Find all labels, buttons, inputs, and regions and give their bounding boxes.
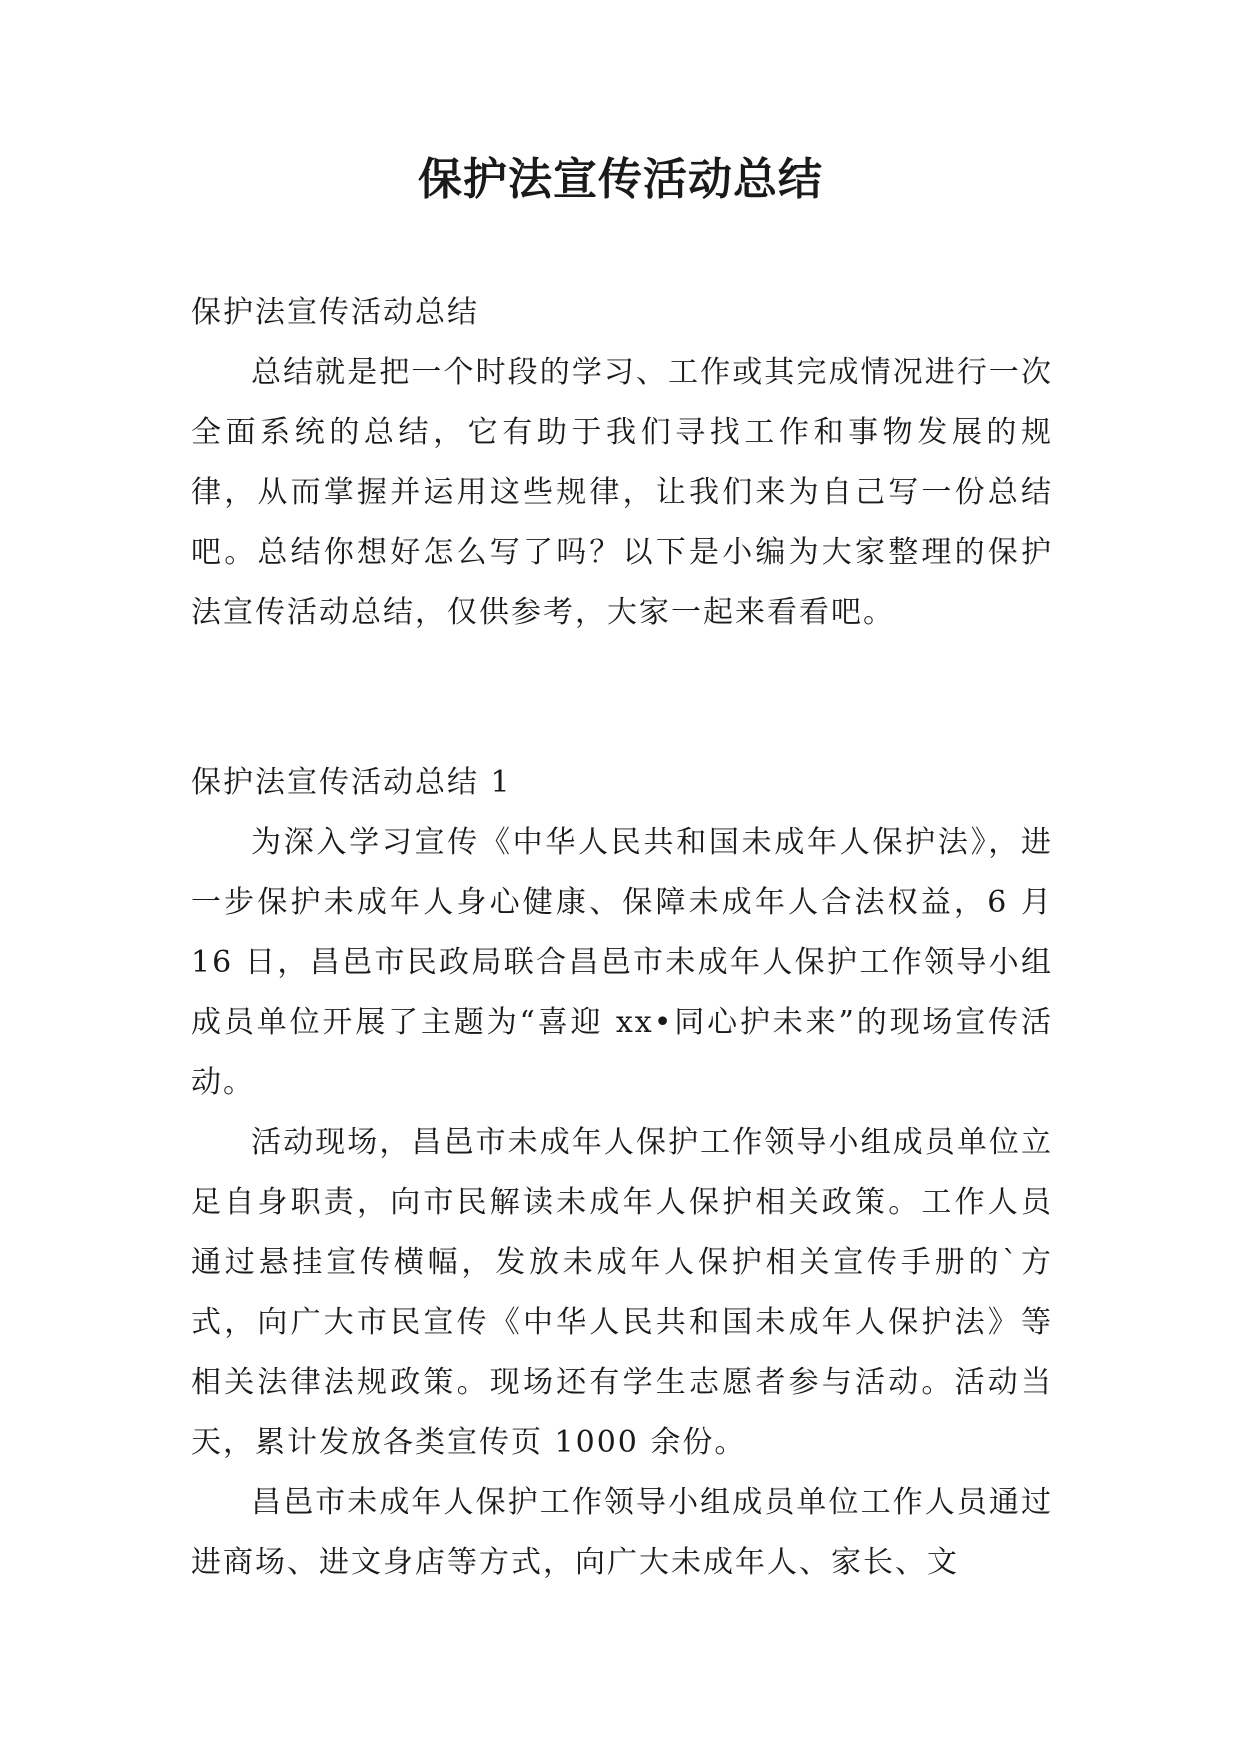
intro-paragraph: 总结就是把一个时段的学习、工作或其完成情况进行一次全面系统的总结，它有助于我们寻找工作和事物发展的规律，从而掌握并运用这些规律，让我们来为自己写一份总结吧。总结你想好怎么写了吗？以下是小编为大家整理的保护法宣传活动总结，仅供参考，大家一起来看看吧。 [191, 355, 1053, 630]
section-1-paragraph-1: 为深入学习宣传《中华人民共和国未成年人保护法》，进一步保护未成年人身心健康、保障未成年人合法权益，6 月 16 日，昌邑市民政局联合昌邑市未成年人保护工作领导小组成员单位开展了主题为“喜迎 xx•同心护未来”的现场宣传活动。 [191, 825, 1053, 1100]
document-title: 保护法宣传活动总结 [418, 154, 823, 205]
intro-heading: 保护法宣传活动总结 [191, 295, 479, 330]
section-1-paragraph-2: 活动现场，昌邑市未成年人保护工作领导小组成员单位立足自身职责，向市民解读未成年人保护相关政策。工作人员通过悬挂宣传横幅，发放未成年人保护相关宣传手册的`方式，向广大市民宣传《中华人民共和国未成年人保护法》等相关法律法规政策。现场还有学生志愿者参与活动。活动当天，累计发放各类宣传页 1000 余份。 [191, 1125, 1053, 1460]
section-1-heading: 保护法宣传活动总结 1 [191, 765, 512, 800]
section-1 [191, 753, 1053, 1593]
section-1-paragraph-3: 昌邑市未成年人保护工作领导小组成员单位工作人员通过进商场、进文身店等方式，向广大未成年人、家长、文 [191, 1485, 1053, 1580]
intro-section [191, 283, 1053, 643]
